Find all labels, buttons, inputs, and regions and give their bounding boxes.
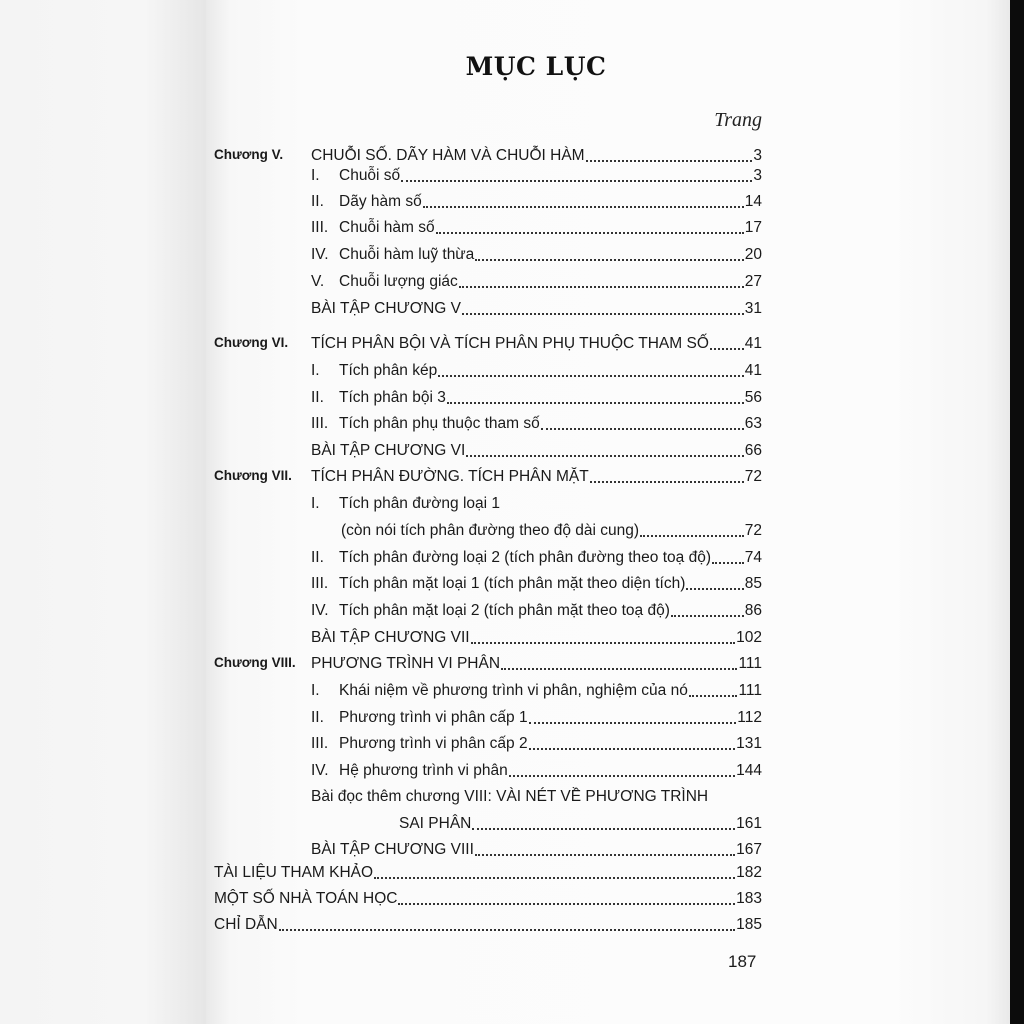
dot-leader xyxy=(501,667,737,670)
entry-title: (còn nói tích phân đường theo độ dài cung) xyxy=(341,522,640,539)
toc-entry xyxy=(311,355,762,381)
entry-page-number: 72 xyxy=(744,468,762,485)
toc-row xyxy=(0,212,1024,238)
section-number: I. xyxy=(311,167,320,184)
entry-page-number: 14 xyxy=(744,193,762,210)
toc-row xyxy=(0,239,1024,265)
toc-row xyxy=(0,568,1024,594)
dot-leader xyxy=(472,827,735,830)
entry-title: BÀI TẬP CHƯƠNG V xyxy=(311,300,461,317)
dot-leader xyxy=(471,641,736,644)
dot-leader xyxy=(374,876,735,879)
entry-title: Hệ phương trình vi phân xyxy=(339,762,508,779)
toc-entry xyxy=(311,488,762,514)
entry-page-number: 144 xyxy=(736,762,762,779)
toc-row xyxy=(0,435,1024,461)
section-number: III. xyxy=(311,575,329,592)
toc-entry xyxy=(311,461,762,487)
entry-page-number: 27 xyxy=(744,273,762,290)
toc-row xyxy=(0,186,1024,212)
toc-row xyxy=(0,595,1024,621)
toc-entry xyxy=(311,408,762,434)
page-column-label: Trang xyxy=(714,109,762,131)
toc-entry xyxy=(214,883,762,909)
section-number: IV. xyxy=(311,602,329,619)
dot-leader xyxy=(438,374,744,377)
chapter-label: Chương VII. xyxy=(214,468,292,483)
toc-row xyxy=(0,648,1024,674)
entry-title: Chuỗi hàm số xyxy=(339,219,435,236)
entry-page-number: 111 xyxy=(738,655,762,672)
dot-leader xyxy=(712,561,744,564)
entry-title: Tích phân kép xyxy=(339,362,438,379)
entry-title: CHUỖI SỐ. DÃY HÀM VÀ CHUỖI HÀM xyxy=(311,147,585,164)
entry-page-number: 56 xyxy=(744,389,762,406)
toc-entry xyxy=(311,675,762,701)
dot-leader xyxy=(529,747,736,750)
toc-entry xyxy=(341,515,762,541)
toc-row xyxy=(0,160,1024,186)
entry-page-number: 183 xyxy=(736,890,762,907)
toc-entry xyxy=(311,568,762,594)
toc-entry xyxy=(399,808,762,834)
toc-row xyxy=(0,488,1024,514)
page-title: MỤC LỤC xyxy=(465,52,607,81)
toc-entry xyxy=(311,755,762,781)
toc-row xyxy=(0,408,1024,434)
toc-row xyxy=(0,909,1024,935)
toc-entry xyxy=(311,648,762,674)
entry-title: Phương trình vi phân cấp 2 xyxy=(339,735,528,752)
dot-leader xyxy=(529,721,737,724)
toc-entry xyxy=(311,781,762,807)
entry-title: Tích phân mặt loại 1 (tích phân mặt theo diện tích) xyxy=(339,575,686,592)
toc-entry xyxy=(311,212,762,238)
entry-title: Chuỗi số xyxy=(339,167,401,184)
section-number: I. xyxy=(311,362,320,379)
dot-leader xyxy=(401,179,752,182)
dot-leader xyxy=(459,285,744,288)
section-number: III. xyxy=(311,735,329,752)
toc-entry xyxy=(311,293,762,319)
section-number: II. xyxy=(311,193,324,210)
entry-title: Tích phân phụ thuộc tham số xyxy=(339,415,540,432)
section-number: I. xyxy=(311,495,320,512)
entry-title: Dãy hàm số xyxy=(339,193,422,210)
section-number: II. xyxy=(311,709,324,726)
toc-entry xyxy=(214,909,762,935)
entry-page-number: 63 xyxy=(744,415,762,432)
entry-title: Tích phân đường loại 1 xyxy=(339,495,501,512)
dot-leader xyxy=(640,534,744,537)
entry-page-number: 17 xyxy=(744,219,762,236)
entry-page-number: 3 xyxy=(753,147,762,164)
section-number: V. xyxy=(311,273,325,290)
entry-page-number: 131 xyxy=(736,735,762,752)
toc-row xyxy=(0,883,1024,909)
toc-entry xyxy=(311,186,762,212)
toc-entry xyxy=(311,239,762,265)
chapter-label: Chương VI. xyxy=(214,335,289,350)
toc-row xyxy=(0,781,1024,807)
section-number: IV. xyxy=(311,762,329,779)
dot-leader xyxy=(689,694,738,697)
section-number: I. xyxy=(311,682,320,699)
entry-title: MỘT SỐ NHÀ TOÁN HỌC xyxy=(214,890,398,907)
toc-row xyxy=(0,542,1024,568)
entry-title: Tích phân bội 3 xyxy=(339,389,446,406)
toc-entry xyxy=(311,160,762,186)
toc-entry xyxy=(214,857,762,883)
dot-leader xyxy=(423,205,744,208)
toc-row xyxy=(0,675,1024,701)
dot-leader xyxy=(541,427,744,430)
toc-entry xyxy=(311,435,762,461)
entry-page-number: 112 xyxy=(737,709,762,726)
toc-row xyxy=(0,515,1024,541)
entry-title: Tích phân đường loại 2 (tích phân đường theo toạ độ) xyxy=(339,549,711,566)
toc-entry xyxy=(311,595,762,621)
entry-title: BÀI TẬP CHƯƠNG VII xyxy=(311,629,470,646)
dot-leader xyxy=(509,774,735,777)
entry-page-number: 85 xyxy=(744,575,762,592)
entry-page-number: 86 xyxy=(744,602,762,619)
entry-page-number: 167 xyxy=(736,841,762,858)
entry-page-number: 31 xyxy=(744,300,762,317)
entry-title: SAI PHÂN xyxy=(399,815,472,832)
entry-title: TÀI LIỆU THAM KHẢO xyxy=(214,864,374,881)
entry-page-number: 41 xyxy=(744,335,762,352)
entry-title: Phương trình vi phân cấp 1 xyxy=(339,709,528,726)
entry-title: Chuỗi lượng giác xyxy=(339,273,458,290)
chapter-label: Chương VIII. xyxy=(214,655,296,670)
section-number: II. xyxy=(311,549,324,566)
page-number: 187 xyxy=(728,952,757,971)
section-number: III. xyxy=(311,219,329,236)
toc-row xyxy=(0,808,1024,834)
toc-entry xyxy=(311,728,762,754)
toc-row xyxy=(0,702,1024,728)
entry-title: TÍCH PHÂN ĐƯỜNG. TÍCH PHÂN MẶT xyxy=(311,468,589,485)
entry-page-number: 111 xyxy=(738,682,762,699)
entry-page-number: 20 xyxy=(744,246,762,263)
entry-title: Tích phân mặt loại 2 (tích phân mặt theo toạ độ) xyxy=(339,602,670,619)
entry-title: BÀI TẬP CHƯƠNG VIII xyxy=(311,841,474,858)
toc-row xyxy=(0,728,1024,754)
toc-row xyxy=(0,755,1024,781)
entry-page-number: 161 xyxy=(736,815,762,832)
toc-entry xyxy=(311,328,762,354)
entry-page-number: 102 xyxy=(736,629,762,646)
toc-row xyxy=(0,382,1024,408)
entry-page-number: 185 xyxy=(736,916,762,933)
entry-title: PHƯƠNG TRÌNH VI PHÂN xyxy=(311,655,501,672)
toc-row xyxy=(0,293,1024,319)
entry-page-number: 41 xyxy=(744,362,762,379)
entry-title: CHỈ DẪN xyxy=(214,916,278,933)
entry-title: TÍCH PHÂN BỘI VÀ TÍCH PHÂN PHỤ THUỘC THAM SỐ xyxy=(311,335,709,352)
chapter-label: Chương V. xyxy=(214,147,284,162)
entry-page-number: 182 xyxy=(736,864,762,881)
toc-entry xyxy=(311,266,762,292)
dot-leader xyxy=(671,614,744,617)
toc-row xyxy=(0,266,1024,292)
entry-page-number: 66 xyxy=(744,442,762,459)
toc-entry xyxy=(311,702,762,728)
toc-entry xyxy=(311,542,762,568)
toc-entry xyxy=(311,622,762,648)
dot-leader xyxy=(590,480,744,483)
toc-row xyxy=(0,622,1024,648)
section-number: III. xyxy=(311,415,329,432)
dot-leader xyxy=(710,347,744,350)
entry-page-number: 3 xyxy=(753,167,762,184)
entry-page-number: 72 xyxy=(744,522,762,539)
toc-row xyxy=(0,857,1024,883)
dot-leader xyxy=(462,312,744,315)
section-number: IV. xyxy=(311,246,329,263)
entry-title: Bài đọc thêm chương VIII: VÀI NÉT VỀ PHƯƠNG TRÌNH xyxy=(311,788,709,805)
dot-leader xyxy=(466,454,743,457)
entry-title: BÀI TẬP CHƯƠNG VI xyxy=(311,442,466,459)
dot-leader xyxy=(398,902,735,905)
toc-row xyxy=(0,355,1024,381)
entry-title: Khái niệm về phương trình vi phân, nghiệm của nó xyxy=(339,682,688,699)
dot-leader xyxy=(447,401,744,404)
entry-page-number: 74 xyxy=(744,549,762,566)
toc-row xyxy=(0,461,1024,487)
entry-title: Chuỗi hàm luỹ thừa xyxy=(339,246,475,263)
dot-leader xyxy=(475,853,735,856)
dot-leader xyxy=(436,231,744,234)
toc-row xyxy=(0,328,1024,354)
dot-leader xyxy=(279,928,735,931)
section-number: II. xyxy=(311,389,324,406)
dot-leader xyxy=(475,258,743,261)
toc-entry xyxy=(311,382,762,408)
dot-leader xyxy=(686,587,743,590)
